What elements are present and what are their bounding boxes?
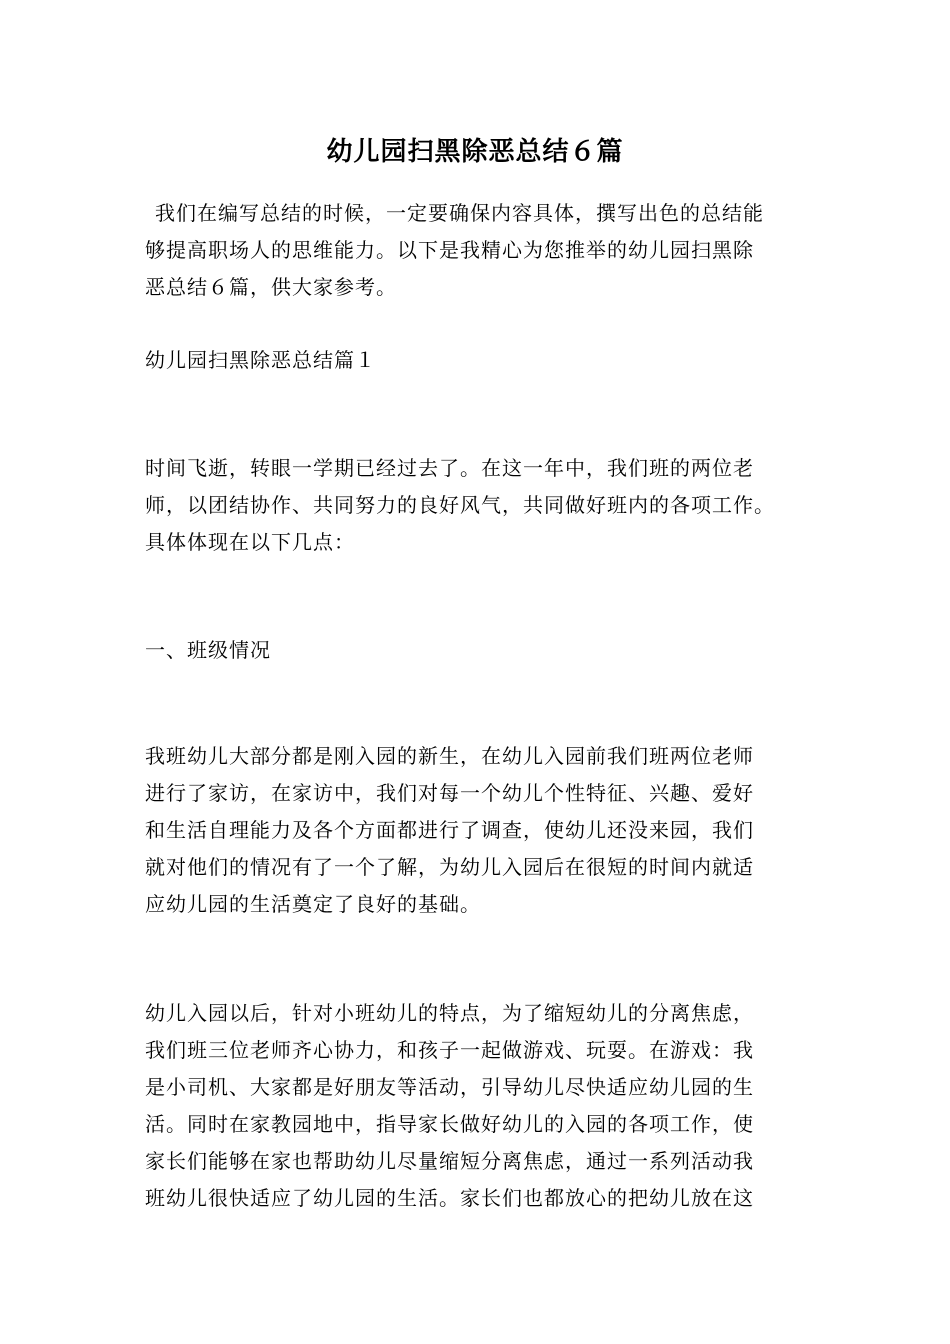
paragraph-line: 具体体现在以下几点： bbox=[145, 530, 355, 554]
subheading-text: 一、班级情况 bbox=[145, 638, 271, 662]
intro-line: 我们在编写总结的时候，一定要确保内容具体，撰写出色的总结能 bbox=[155, 201, 764, 225]
paragraph-line: 我班幼儿大部分都是刚入园的新生，在幼儿入园前我们班两位老师 bbox=[145, 744, 754, 768]
paragraph-line: 班幼儿很快适应了幼儿园的生活。家长们也都放心的把幼儿放在这 bbox=[145, 1186, 754, 1210]
paragraph-line: 家长们能够在家也帮助幼儿尽量缩短分离焦虑，通过一系列活动我 bbox=[145, 1149, 754, 1173]
document-title: 幼儿园扫黑除恶总结６篇 bbox=[326, 137, 624, 167]
paragraph-line: 进行了家访，在家访中，我们对每一个幼儿个性特征、兴趣、爱好 bbox=[145, 781, 754, 805]
paragraph-line: 我们班三位老师齐心协力，和孩子一起做游戏、玩耍。在游戏：我 bbox=[145, 1038, 754, 1062]
paragraph-line: 就对他们的情况有了一个了解，为幼儿入园后在很短的时间内就适 bbox=[145, 855, 754, 879]
paragraph-3 bbox=[145, 995, 810, 1217]
paragraph-line: 是小司机、大家都是好朋友等活动，引导幼儿尽快适应幼儿园的生 bbox=[145, 1075, 754, 1099]
paragraph-line: 师，以团结协作、共同努力的良好风气，共同做好班内的各项工作。 bbox=[145, 493, 775, 517]
paragraph-line: 幼儿入园以后，针对小班幼儿的特点，为了缩短幼儿的分离焦虑， bbox=[145, 1001, 754, 1025]
intro-paragraph bbox=[145, 195, 810, 306]
paragraph-line: 时间飞逝，转眼一学期已经过去了。在这一年中，我们班的两位老 bbox=[145, 456, 754, 480]
paragraph-1 bbox=[145, 450, 810, 561]
paragraph-line: 活。同时在家教园地中，指导家长做好幼儿的入园的各项工作，使 bbox=[145, 1112, 754, 1136]
paragraph-line: 应幼儿园的生活奠定了良好的基础。 bbox=[145, 892, 481, 916]
section-heading-text: 幼儿园扫黑除恶总结篇１ bbox=[145, 348, 376, 372]
paragraph-2 bbox=[145, 738, 810, 923]
section-heading bbox=[145, 342, 810, 379]
paragraph-line: 和生活自理能力及各个方面都进行了调查，使幼儿还没来园，我们 bbox=[145, 818, 754, 842]
subheading bbox=[145, 632, 810, 669]
intro-line: 够提高职场人的思维能力。以下是我精心为您推举的幼儿园扫黑除 bbox=[145, 238, 754, 262]
intro-line: 恶总结６篇，供大家参考。 bbox=[145, 275, 397, 299]
